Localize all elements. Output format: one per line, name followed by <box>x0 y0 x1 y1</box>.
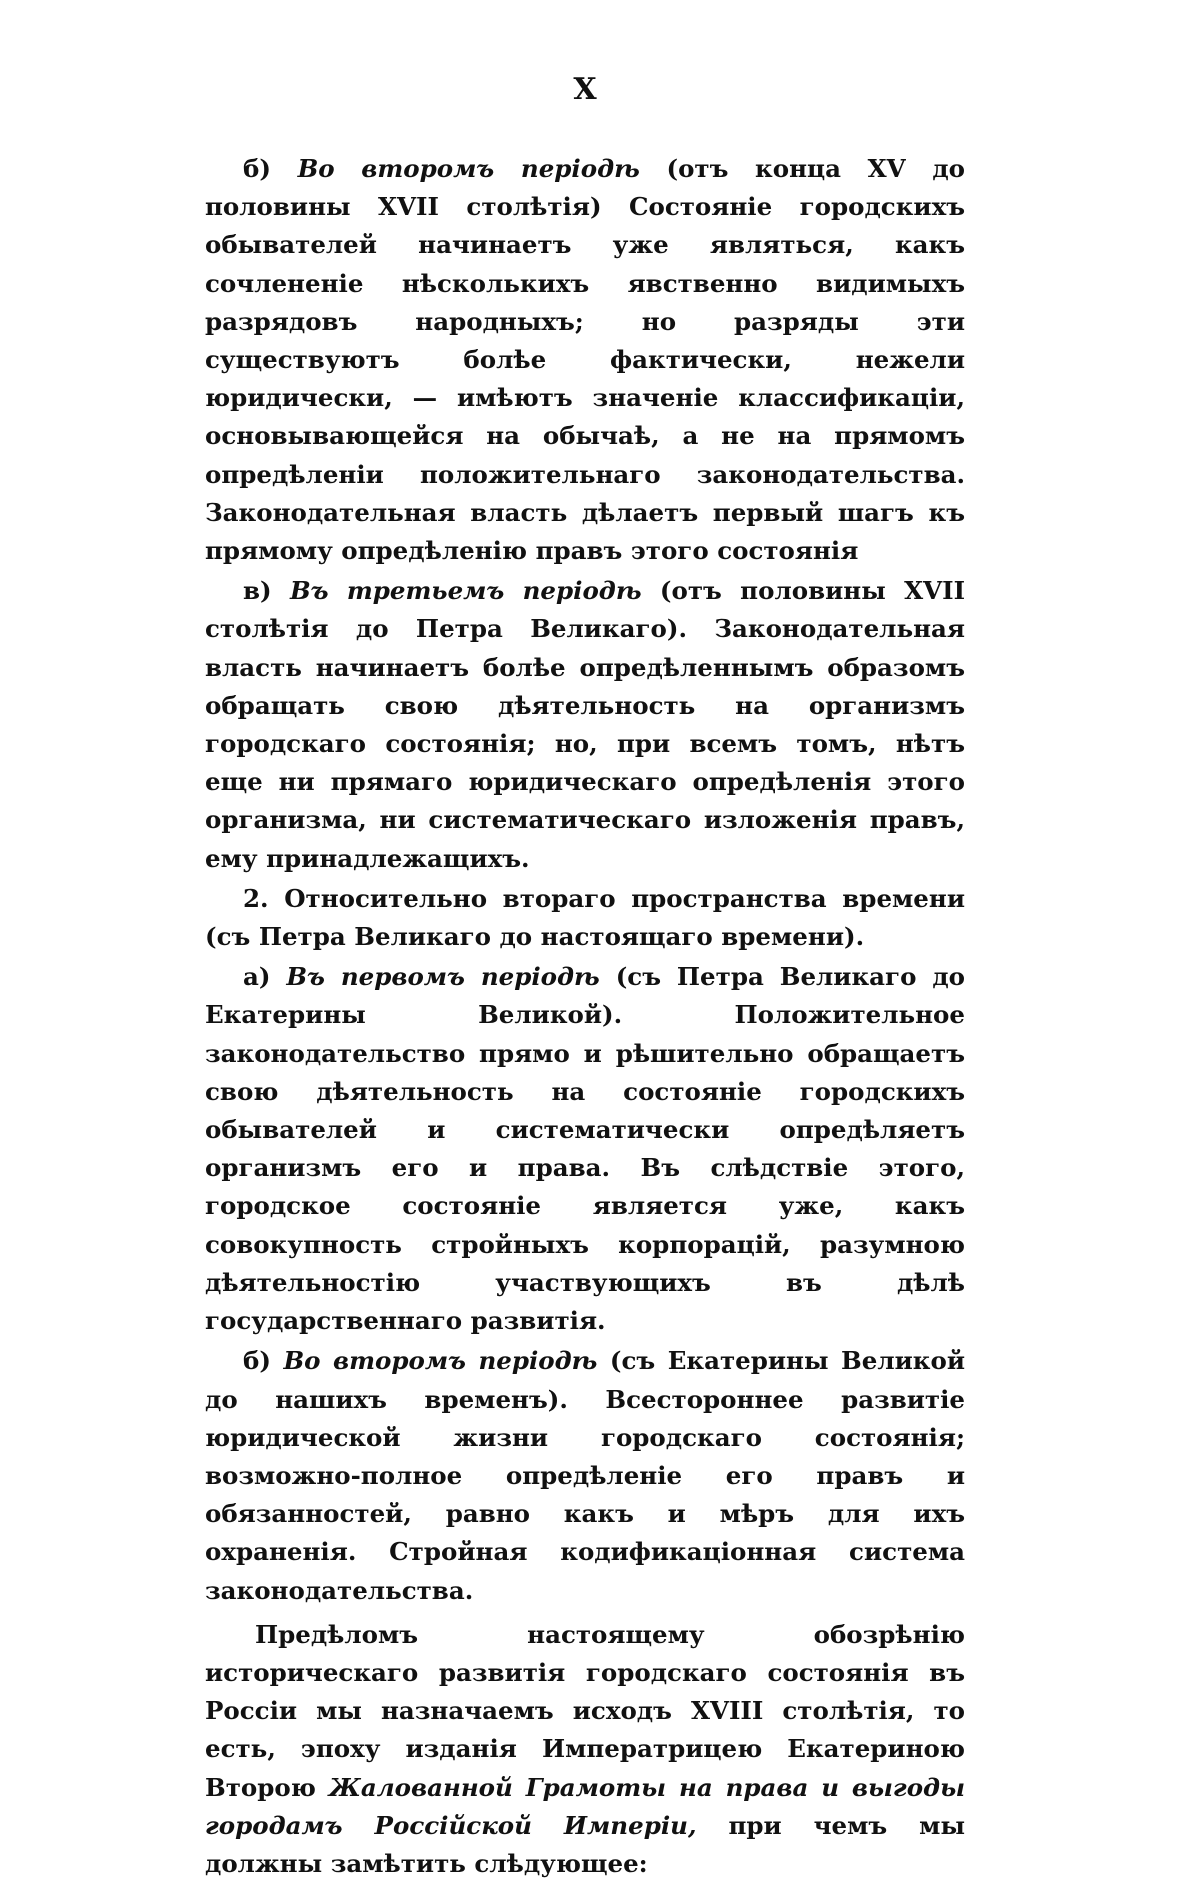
paragraph-label: а) <box>243 962 271 992</box>
closing-text-after: при чемъ мы должны замѣтить слѣдующее: <box>205 1810 966 1878</box>
closing-text-before: Предѣломъ настоящему обозрѣнію историческаго развитія городскаго состоянія въ Россіи мы назначаемъ исходъ XVIII столѣтія, то есть, эпоху изданія Императрицею Екатериною Второю <box>205 1619 965 1802</box>
period-title: Въ первомъ періодѣ <box>286 962 600 992</box>
paragraph-period-a <box>205 958 965 1340</box>
paragraph-period-b-second <box>205 1342 965 1609</box>
page-body <box>205 70 965 1883</box>
period-title: Во второмъ періодѣ <box>283 1346 598 1376</box>
closing-paragraph <box>205 1616 965 1883</box>
paragraph-label: б) <box>243 1346 271 1376</box>
paragraph-text: (отъ конца XV до половины XVII столѣтія) Состояніе городскихъ обывателей начинаетъ уже являться, какъ сочлененіе нѣсколькихъ явственно видимыхъ разрядовъ народныхъ; но разряды эти существуютъ болѣе фактически, нежели юридически, — имѣютъ значеніе классификаціи, основывающейся на обычаѣ, а не на прямомъ опредѣленіи положительнаго законодательства. Законодательная власть дѣлаетъ первый шагъ къ прямому опредѣленію правъ этого состоянія <box>205 154 965 566</box>
page-number: X <box>573 72 597 107</box>
charter-title: Жалованной Грамоты на права и выгоды городамъ Россійской Имперіи, <box>205 1772 965 1840</box>
period-title: Въ третьемъ періодѣ <box>289 576 642 606</box>
paragraph-period-b-first <box>205 150 965 570</box>
paragraph-text: Относительно втораго пространства времени (съ Петра Великаго до настоящаго времени). <box>205 883 966 952</box>
paragraph-section-2 <box>205 880 965 956</box>
paragraph-text: (съ Екатерины Великой до нашихъ временъ). Всестороннее развитіе юридической жизни городскаго состоянія; возможно-полное опредѣленіе его правъ и обязанностей, равно какъ и мѣръ для ихъ охраненія. Стройная кодификаціонная система законодательства. <box>205 1346 966 1605</box>
paragraph-period-v <box>205 572 965 878</box>
paragraph-label: в) <box>243 576 272 606</box>
paragraph-label: б) <box>243 154 271 183</box>
paragraph-text: (съ Петра Великаго до Екатерины Великой). Положительное законодательство прямо и рѣшительно обращаетъ свою дѣятельность на состояніе городскихъ обывателей и систематически опредѣляетъ организмъ его и права. Въ слѣдствіе этого, городское состояніе является уже, какъ совокупность стройныхъ корпорацій, разумною дѣятельностію участвующихъ въ дѣлѣ государственнаго развитія. <box>205 962 965 1336</box>
period-title: Во второмъ періодѣ <box>297 154 640 183</box>
paragraph-label: 2. <box>243 883 269 913</box>
paragraph-text: (отъ половины XVII столѣтія до Петра Великаго). Законодательная власть начинаетъ болѣе опредѣленнымъ образомъ обращать свою дѣятельность на организмъ городскаго состоянія; но, при всемъ томъ, нѣтъ еще ни прямаго юридическаго опредѣленія этого организма, ни систематическаго изложенія правъ, ему принадлежащихъ. <box>205 576 966 873</box>
